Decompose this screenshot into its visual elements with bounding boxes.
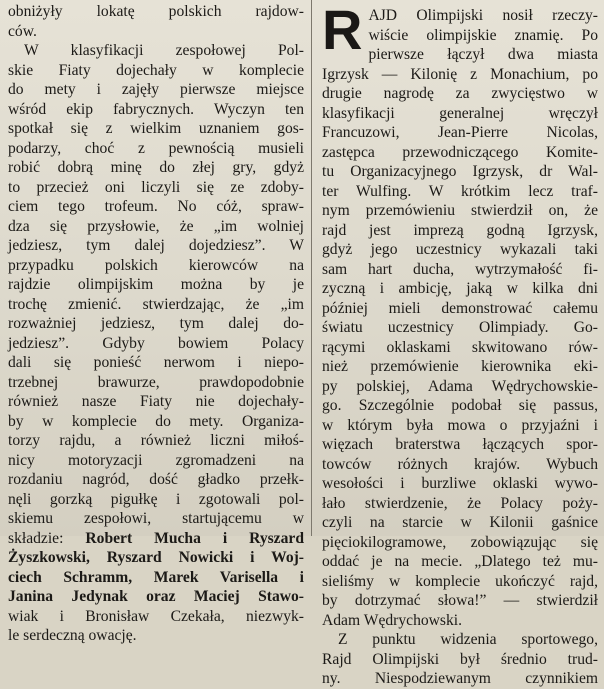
text-line: w którym była mowa o przyjaźni i (322, 416, 598, 434)
text-line: nym przemówieniu stwierdził on, że (322, 202, 598, 219)
text-line: obniżyły lokatę polskich rajdow- (8, 3, 304, 20)
text-line: Rajd Olimpijski był średnio trud- (322, 650, 598, 668)
text-line: skie Fiaty dojechały w komplecie (8, 61, 304, 79)
text-line: nęli gorzką pigułkę i zgotowali pol- (8, 490, 304, 508)
text-line: dza się przysłowie, że „im wolniej (8, 217, 304, 235)
text-line: ciech Schramm, Marek Varisella i (8, 568, 304, 586)
text-line: również nasze Fiaty nie dojechały- (8, 393, 304, 410)
text-line: składzie: (8, 529, 64, 547)
text-line: torzy rajdu, a również liczni miłoś- (8, 432, 304, 449)
text-line: ców. (8, 22, 37, 40)
text-line: le serdeczną owację. (8, 627, 137, 644)
text-line: sam hart ducha, wytrzymałość fi- (322, 260, 598, 278)
text-line: zastępca przewodniczącego Komite- (322, 143, 598, 161)
text-line: wiście olimpijskie znamię. Po (368, 26, 598, 44)
text-line: towców różnych krajów. Wybuch (322, 455, 598, 473)
text-line: tu Organizacyjnego Igrzysk, dr Wal- (322, 163, 598, 180)
drop-cap: R (322, 0, 363, 61)
text-line: później mieli demonstrować całemu (322, 299, 598, 317)
text-line: jedziesz”. Gdyby bowiem Polacy (8, 334, 304, 352)
text-line: robić dobrą minę do złej gry, gdyż (8, 159, 304, 176)
text-line: przypadku polskich kierowców na (8, 256, 304, 274)
text-line: wśród ekip fabrycznych. Wyczyn ten (8, 100, 304, 118)
text-line: by dotrzymać słowa!” — stwierdził (322, 592, 598, 609)
text-line: ter Wulfing. W krótkim lecz traf- (322, 182, 598, 200)
text-line: oddać je na mecie. „Dlatego też mu- (322, 553, 598, 570)
text-line: trzebnej brawurze, prawdopodobnie (8, 373, 304, 391)
text-line: py polskiej, Adama Wędrychowskie- (322, 377, 598, 395)
text-line: do mety i zajęły pierwsze miejsce (8, 81, 304, 98)
text-line: Żyszkowski, Ryszard Nowicki i Woj- (8, 549, 304, 566)
text-line: podarzy, choć z pewnością musieli (8, 139, 304, 157)
text-line: pierwsze łączył dwa miasta (368, 46, 598, 63)
text-line: sieliśmy w komplecie ukończyć rajd, (322, 572, 598, 590)
text-line: drugie nagrodę za zwycięstwo w (322, 85, 598, 102)
text-line: światu uczestnicy Olimpiady. Go- (322, 319, 598, 336)
text-line: wesołości i burzliwe oklaski wywo- (322, 475, 598, 492)
text-line: AJD Olimpijski nosił rzeczy- (368, 7, 598, 24)
text-line: Igrzysk — Kilonię z Monachium, po (322, 65, 598, 83)
text-line: zyczną i ambicję, jaką w kilka dni (322, 280, 598, 297)
text-line: pięciokilogramowe, zobowiązując się (322, 533, 598, 551)
column-divider (311, 0, 312, 536)
text-line: ny. Niespodziewanym czynnikiem (322, 670, 598, 687)
text-line: W klasyfikacji zespołowej Pol- (24, 42, 304, 59)
text-line: rajdzie olimpijskim można by je (8, 276, 304, 293)
text-line: klasyfikacji generalnej wręczył (322, 104, 598, 122)
text-line: Janina Jedynak oraz Maciej Stawo- (8, 588, 304, 605)
text-line: nicy motoryzacji zgromadzeni na (8, 451, 304, 469)
text-line: trochę zmienić. stwierdzając, że „im (8, 295, 304, 313)
text-line: rozdaniu nagród, dość gładko przełk- (8, 471, 304, 488)
text-line: skiemu zespołowi, startującemu w (8, 510, 304, 527)
text-line: nież przemówienie kierownika eki- (322, 358, 598, 375)
left-column (8, 0, 304, 644)
text-line: więzach braterstwa łączących spor- (322, 436, 598, 453)
lead-paragraph (322, 0, 598, 65)
text-line: łało stwierdzenie, że Polacy pożу- (322, 494, 598, 512)
crew-line (8, 529, 304, 549)
text-line: Adam Wędrychowski. (322, 611, 463, 629)
text-line: rajd jest imprezą godną Igrzysk, (322, 221, 598, 239)
right-column (322, 0, 598, 687)
crew-names: Robert Mucha i Ryszard (85, 529, 304, 547)
text-line: Francuzowi, Jean-Pierre Nicolas, (322, 124, 598, 141)
text-line: rozważniej jedziesz, tym dalej do- (8, 315, 304, 332)
text-line: Z punktu widzenia sportowego, (338, 631, 598, 648)
text-line: czyli na starcie w Kilonii gaśnice (322, 514, 598, 531)
text-line: ciem tego trofeum. No cóż, spraw- (8, 198, 304, 215)
text-line: by w komplecie do mety. Organiza- (8, 412, 304, 430)
text-line: spotkał się z wielkim uznaniem gos- (8, 120, 304, 137)
text-line: jedziesz, tym dalej dojedziesz”. W (8, 237, 304, 254)
text-line: go. Szczególnie podobał się passus, (322, 397, 598, 414)
text-line: dali się ponieść nerwom i niepo- (8, 354, 304, 371)
text-line: rącymi oklaskami skwitowano rów- (322, 338, 598, 356)
text-line: wiak i Bronisław Czekała, niezwyk- (8, 607, 304, 625)
text-line: gdyż jego uczestnicy wykazali taki (322, 241, 598, 258)
text-line: to przecież oni liczyli się ze zdoby- (8, 178, 304, 196)
